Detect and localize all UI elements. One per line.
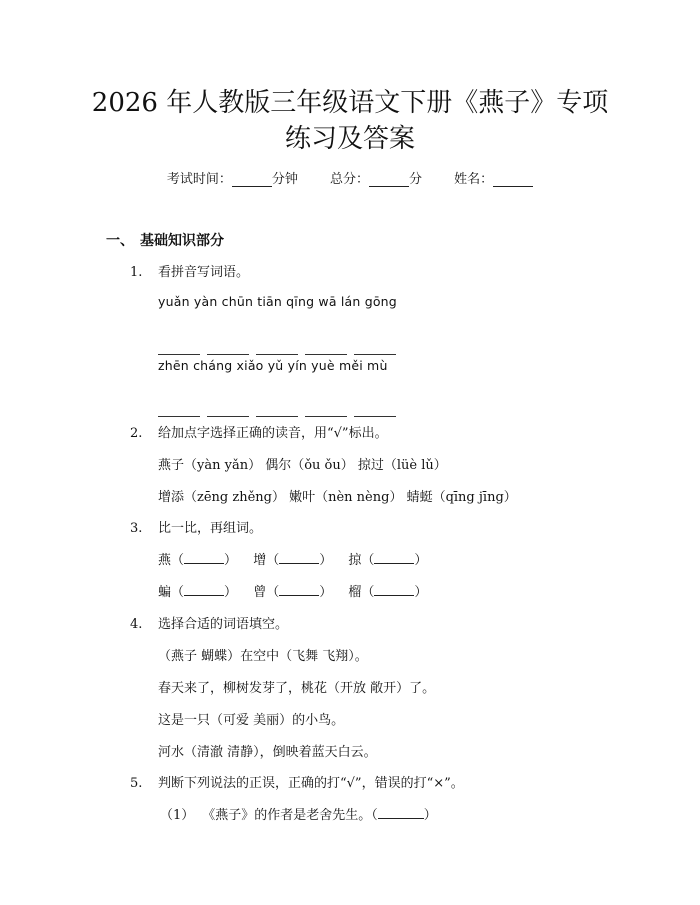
exam-time: [167, 168, 298, 187]
word-blank[interactable]: [279, 551, 319, 564]
question-5: [130, 772, 464, 791]
character: 榴: [348, 585, 362, 600]
character: 曾: [253, 585, 267, 600]
score-label: 总分：: [329, 172, 369, 187]
question-text: 选择合适的词语填空。: [158, 617, 289, 632]
compare-row-2: 蝙（ ） 曾（ ） 榴（ ）: [158, 585, 428, 600]
answer-blank[interactable]: [305, 353, 347, 355]
question-number: 3.: [130, 521, 143, 536]
word-blank[interactable]: [279, 583, 319, 596]
section-number: 一、: [106, 233, 134, 249]
word-blank[interactable]: [184, 551, 224, 564]
fill-sentence-4: 河水（清澈 清静），倒映着蓝天白云。: [158, 745, 377, 760]
pinyin-row-1: yuǎn yàn chūn tiān qīng wā lán gōng: [158, 294, 397, 309]
answer-blank[interactable]: [158, 415, 200, 417]
judge-blank[interactable]: [378, 806, 424, 819]
fill-sentence-3: 这是一只（可爱 美丽）的小鸟。: [158, 713, 345, 728]
answer-blank[interactable]: [354, 415, 396, 417]
exam-meta: [0, 168, 700, 187]
score-unit: 分: [409, 172, 423, 187]
document-title-line-1: 2026 年人教版三年级语文下册《燕子》专项: [91, 88, 609, 118]
section-title: 基础知识部分: [140, 233, 224, 249]
name-label: 姓名：: [454, 172, 494, 187]
pinyin-row-2: zhēn cháng xiǎo yǔ yín yuè měi mù: [158, 358, 388, 373]
question-number: 5.: [130, 776, 143, 791]
question-number: 2.: [130, 426, 143, 441]
document-title-line-2: 练习及答案: [284, 124, 415, 154]
answer-blank[interactable]: [256, 353, 298, 355]
fill-sentence-2: 春天来了，柳树发芽了，桃花（开放 敞开）了。: [158, 681, 436, 696]
answer-blank[interactable]: [207, 415, 249, 417]
character: 增: [253, 553, 267, 568]
question-text: 判断下列说法的正误，正确的打“√”，错误的打“×”。: [158, 776, 464, 791]
character: 燕: [158, 553, 172, 568]
question-text: 看拼音写词语。: [158, 265, 250, 280]
fill-sentence-1: （燕子 蝴蝶）在空中（飞舞 飞翔）。: [158, 649, 368, 664]
exam-name: [454, 168, 533, 187]
question-3: [130, 517, 262, 536]
answer-blank[interactable]: [158, 353, 200, 355]
item-number: （1）: [160, 808, 195, 823]
answer-blank[interactable]: [256, 415, 298, 417]
item-text: 《燕子》的作者是老舍先生。（: [202, 808, 378, 823]
question-text: 给加点字选择正确的读音，用“√”标出。: [158, 426, 388, 441]
time-blank[interactable]: [232, 186, 272, 187]
compare-row-1: 燕（ ） 增（ ） 掠（ ）: [158, 553, 428, 568]
question-number: 1.: [130, 265, 143, 280]
exam-score: [330, 168, 422, 187]
question-number: 4.: [130, 617, 143, 632]
score-blank[interactable]: [369, 186, 409, 187]
character: 掠: [348, 553, 362, 568]
reading-choice-line-2: 增添（zēng zhěng） 嫩叶（nèn nèng） 蜻蜓（qīng jīng）: [158, 490, 517, 505]
word-blank[interactable]: [374, 583, 414, 596]
question-text: 比一比，再组词。: [158, 521, 263, 536]
item-close-paren: ）: [423, 808, 437, 823]
answer-blank[interactable]: [305, 415, 347, 417]
question-2: [130, 422, 388, 441]
judge-item-1: [160, 804, 437, 823]
section-heading: [106, 230, 224, 250]
reading-choice-line-1: 燕子（yàn yǎn） 偶尔（ǒu ǒu） 掠过（lüè lǔ）: [158, 458, 447, 473]
time-unit: 分钟: [271, 172, 298, 187]
answer-blank[interactable]: [207, 353, 249, 355]
answer-blanks-row-2: [158, 402, 403, 421]
word-blank[interactable]: [184, 583, 224, 596]
name-blank[interactable]: [493, 186, 533, 187]
question-4: [130, 613, 288, 632]
word-blank[interactable]: [374, 551, 414, 564]
question-1: [130, 261, 249, 280]
answer-blanks-row-1: [158, 340, 403, 359]
answer-blank[interactable]: [354, 353, 396, 355]
character: 蝙: [158, 585, 172, 600]
time-label: 考试时间：: [166, 172, 232, 187]
